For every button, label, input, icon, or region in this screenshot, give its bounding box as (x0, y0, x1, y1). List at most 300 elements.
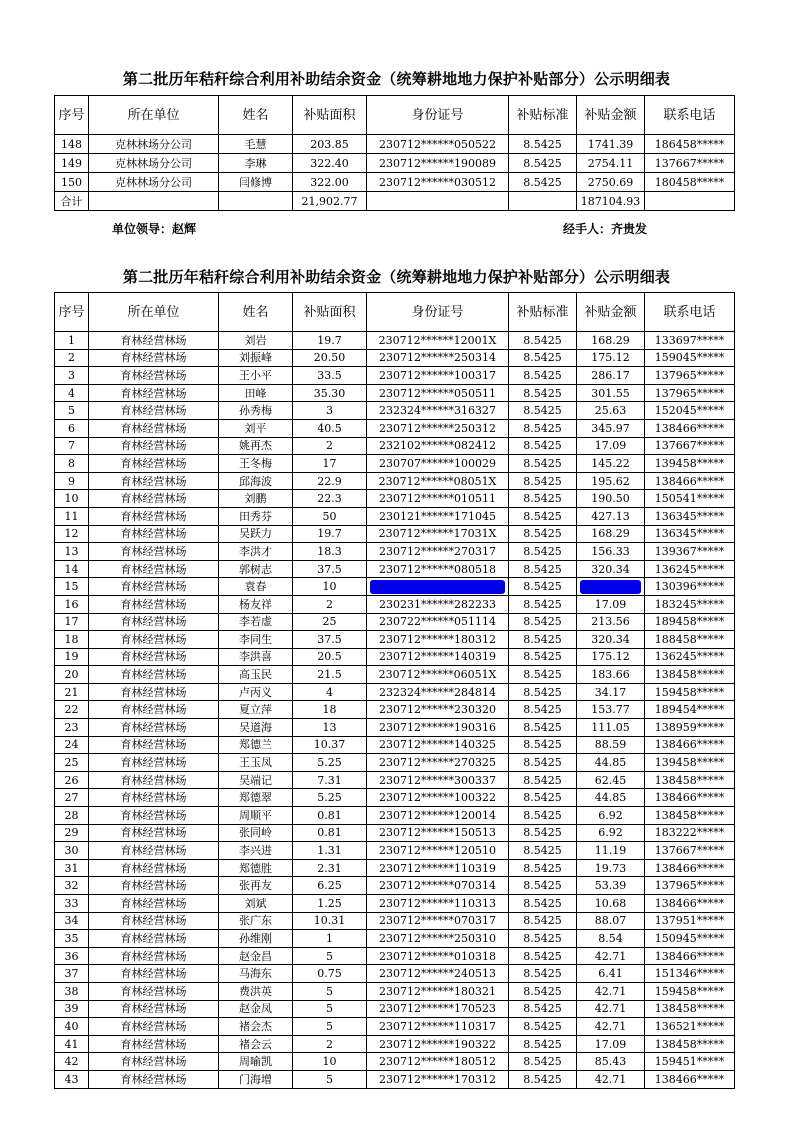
cell-id: 230712******120510 (367, 842, 509, 860)
cell-name: 王小平 (219, 367, 293, 385)
table-row (55, 402, 735, 420)
cell-id: 230712******080518 (367, 560, 509, 578)
cell-id: 230712******180512 (367, 1053, 509, 1071)
total-area: 21,902.77 (293, 192, 367, 211)
cell-unit: 育林经营林场 (89, 683, 219, 701)
cell-phone: 150945***** (645, 930, 735, 948)
cell-area: 5 (293, 1070, 367, 1088)
table-row (55, 349, 735, 367)
cell-name: 杨友祥 (219, 595, 293, 613)
cell-area: 7.31 (293, 771, 367, 789)
cell-id: 230712******100322 (367, 789, 509, 807)
cell-phone: 138466***** (645, 736, 735, 754)
cell-index: 36 (55, 947, 89, 965)
cell-name: 张广东 (219, 912, 293, 930)
cell-id: 230712******110319 (367, 859, 509, 877)
cell-standard: 8.5425 (509, 965, 577, 983)
cell-amount: 25.63 (577, 402, 645, 420)
cell-standard: 8.5425 (509, 490, 577, 508)
cell-id: 232102******082412 (367, 437, 509, 455)
cell-phone: 189454***** (645, 701, 735, 719)
cell-index: 3 (55, 367, 89, 385)
cell-phone: 136521***** (645, 1018, 735, 1036)
cell-index: 26 (55, 771, 89, 789)
cell-unit: 育林经营林场 (89, 771, 219, 789)
cell-standard: 8.5425 (509, 736, 577, 754)
cell-amount: 153.77 (577, 701, 645, 719)
cell-phone: 138466***** (645, 859, 735, 877)
cell-id: 230712******12001X (367, 332, 509, 350)
cell-name: 孙秀梅 (219, 402, 293, 420)
cell-index: 42 (55, 1053, 89, 1071)
cell-phone: 150541***** (645, 490, 735, 508)
cell-name: 赵金凤 (219, 1000, 293, 1018)
cell-standard: 8.5425 (509, 701, 577, 719)
table-header-row (55, 293, 735, 332)
cell-index: 38 (55, 982, 89, 1000)
header-amount: 补贴金额 (577, 96, 645, 135)
cell-unit: 育林经营林场 (89, 1053, 219, 1071)
cell-name: 刘斌 (219, 895, 293, 913)
cell-index: 15 (55, 578, 89, 596)
table-row (55, 367, 735, 385)
table-row (55, 173, 735, 192)
cell-name: 姚再杰 (219, 437, 293, 455)
cell-phone: 130396***** (645, 578, 735, 596)
total-label: 合计 (55, 192, 89, 211)
header-standard: 补贴标准 (509, 293, 577, 332)
cell-index: 43 (55, 1070, 89, 1088)
cell-standard: 8.5425 (509, 771, 577, 789)
cell-area: 10 (293, 1053, 367, 1071)
table-row (55, 490, 735, 508)
cell-phone: 180458***** (645, 173, 735, 192)
total-empty-cell (509, 192, 577, 211)
cell-standard: 8.5425 (509, 613, 577, 631)
cell-index: 4 (55, 384, 89, 402)
cell-amount: 168.29 (577, 332, 645, 350)
cell-name: 郑德胜 (219, 859, 293, 877)
cell-unit: 育林经营林场 (89, 384, 219, 402)
cell-index: 6 (55, 419, 89, 437)
cell-phone: 138466***** (645, 472, 735, 490)
cell-phone: 151346***** (645, 965, 735, 983)
cell-area: 5.25 (293, 754, 367, 772)
cell-id: 230712******250312 (367, 419, 509, 437)
cell-amount (577, 578, 645, 596)
cell-index: 5 (55, 402, 89, 420)
cell-unit: 克林林场分公司 (89, 154, 219, 173)
cell-amount: 19.73 (577, 859, 645, 877)
table-row (55, 525, 735, 543)
cell-phone: 137965***** (645, 367, 735, 385)
table-header-row (55, 96, 735, 135)
cell-name: 田峰 (219, 384, 293, 402)
cell-area: 2 (293, 1035, 367, 1053)
cell-phone: 139458***** (645, 754, 735, 772)
cell-phone: 138458***** (645, 807, 735, 825)
table-row (55, 719, 735, 737)
table-row (55, 771, 735, 789)
cell-phone: 137667***** (645, 437, 735, 455)
cell-index: 39 (55, 1000, 89, 1018)
cell-id: 232324******284814 (367, 683, 509, 701)
cell-amount: 17.09 (577, 437, 645, 455)
cell-index: 150 (55, 173, 89, 192)
cell-amount: 427.13 (577, 507, 645, 525)
cell-area: 5 (293, 947, 367, 965)
cell-area: 50 (293, 507, 367, 525)
cell-index: 14 (55, 560, 89, 578)
cell-area: 3 (293, 402, 367, 420)
cell-area: 2 (293, 437, 367, 455)
cell-area: 1 (293, 930, 367, 948)
cell-standard: 8.5425 (509, 1035, 577, 1053)
cell-area: 1.25 (293, 895, 367, 913)
cell-unit: 育林经营林场 (89, 543, 219, 561)
cell-standard: 8.5425 (509, 332, 577, 350)
cell-index: 148 (55, 135, 89, 154)
cell-name: 吴道海 (219, 719, 293, 737)
cell-unit: 育林经营林场 (89, 1035, 219, 1053)
cell-unit: 育林经营林场 (89, 525, 219, 543)
redaction-highlight (370, 580, 505, 594)
cell-index: 40 (55, 1018, 89, 1036)
table-row (55, 754, 735, 772)
cell-id: 230712******17031X (367, 525, 509, 543)
cell-area: 10.37 (293, 736, 367, 754)
cell-standard: 8.5425 (509, 895, 577, 913)
cell-standard: 8.5425 (509, 859, 577, 877)
cell-phone: 137667***** (645, 842, 735, 860)
cell-area: 40.5 (293, 419, 367, 437)
cell-index: 8 (55, 455, 89, 473)
cell-amount: 88.59 (577, 736, 645, 754)
cell-unit: 育林经营林场 (89, 666, 219, 684)
cell-name: 郑德兰 (219, 736, 293, 754)
table-row (55, 1035, 735, 1053)
cell-id: 230712******110313 (367, 895, 509, 913)
cell-phone: 139458***** (645, 455, 735, 473)
cell-amount: 17.09 (577, 1035, 645, 1053)
cell-index: 11 (55, 507, 89, 525)
cell-area: 37.5 (293, 560, 367, 578)
cell-phone: 183245***** (645, 595, 735, 613)
cell-unit: 育林经营林场 (89, 947, 219, 965)
cell-amount: 2750.69 (577, 173, 645, 192)
cell-standard: 8.5425 (509, 877, 577, 895)
total-empty-cell (219, 192, 293, 211)
cell-amount: 44.85 (577, 789, 645, 807)
table-row (55, 701, 735, 719)
header-index: 序号 (55, 293, 89, 332)
cell-area: 17 (293, 455, 367, 473)
cell-id: 230712******140325 (367, 736, 509, 754)
cell-phone: 136245***** (645, 560, 735, 578)
table-row (55, 631, 735, 649)
cell-phone: 136245***** (645, 648, 735, 666)
cell-name: 周喻凯 (219, 1053, 293, 1071)
cell-phone: 159451***** (645, 1053, 735, 1071)
cell-area: 2.31 (293, 859, 367, 877)
cell-amount: 85.43 (577, 1053, 645, 1071)
cell-index: 33 (55, 895, 89, 913)
cell-amount: 156.33 (577, 543, 645, 561)
cell-area: 18.3 (293, 543, 367, 561)
cell-unit: 育林经营林场 (89, 578, 219, 596)
table-row (55, 135, 735, 154)
cell-phone: 138458***** (645, 771, 735, 789)
cell-index: 2 (55, 349, 89, 367)
cell-index: 25 (55, 754, 89, 772)
cell-id: 230712******250314 (367, 349, 509, 367)
total-empty-cell (367, 192, 509, 211)
cell-amount: 145.22 (577, 455, 645, 473)
header-area: 补贴面积 (293, 96, 367, 135)
cell-standard: 8.5425 (509, 807, 577, 825)
cell-id: 230712******110317 (367, 1018, 509, 1036)
cell-id: 230712******270317 (367, 543, 509, 561)
cell-id: 230712******140319 (367, 648, 509, 666)
cell-phone: 183222***** (645, 824, 735, 842)
cell-phone: 137951***** (645, 912, 735, 930)
cell-amount: 2754.11 (577, 154, 645, 173)
cell-name: 褚会杰 (219, 1018, 293, 1036)
cell-amount: 8.54 (577, 930, 645, 948)
table-row (55, 472, 735, 490)
cell-phone: 186458***** (645, 135, 735, 154)
cell-area: 4 (293, 683, 367, 701)
cell-area: 1.31 (293, 842, 367, 860)
cell-unit: 育林经营林场 (89, 754, 219, 772)
cell-unit: 育林经营林场 (89, 648, 219, 666)
cell-unit: 育林经营林场 (89, 437, 219, 455)
cell-unit: 育林经营林场 (89, 701, 219, 719)
cell-index: 16 (55, 595, 89, 613)
cell-unit: 育林经营林场 (89, 965, 219, 983)
cell-index: 149 (55, 154, 89, 173)
cell-unit: 育林经营林场 (89, 631, 219, 649)
cell-area: 5 (293, 1000, 367, 1018)
table-row (55, 419, 735, 437)
header-phone: 联系电话 (645, 96, 735, 135)
cell-standard: 8.5425 (509, 789, 577, 807)
header-unit: 所在单位 (89, 293, 219, 332)
cell-unit: 育林经营林场 (89, 789, 219, 807)
cell-index: 30 (55, 842, 89, 860)
cell-area: 2 (293, 595, 367, 613)
cell-phone: 159045***** (645, 349, 735, 367)
cell-index: 37 (55, 965, 89, 983)
cell-amount: 175.12 (577, 349, 645, 367)
cell-unit: 育林经营林场 (89, 736, 219, 754)
cell-name: 吴端记 (219, 771, 293, 789)
cell-standard: 8.5425 (509, 560, 577, 578)
cell-id: 230712******010511 (367, 490, 509, 508)
table-row (55, 824, 735, 842)
cell-index: 34 (55, 912, 89, 930)
cell-unit: 育林经营林场 (89, 982, 219, 1000)
table-row (55, 154, 735, 173)
cell-id: 230712******070314 (367, 877, 509, 895)
cell-amount: 42.71 (577, 982, 645, 1000)
cell-index: 22 (55, 701, 89, 719)
cell-unit: 克林林场分公司 (89, 135, 219, 154)
cell-unit: 育林经营林场 (89, 507, 219, 525)
cell-phone: 138458***** (645, 666, 735, 684)
cell-amount: 44.85 (577, 754, 645, 772)
cell-name: 李兴进 (219, 842, 293, 860)
cell-name: 李洪才 (219, 543, 293, 561)
cell-area: 5.25 (293, 789, 367, 807)
cell-phone: 137965***** (645, 384, 735, 402)
cell-phone: 138466***** (645, 419, 735, 437)
cell-amount: 320.34 (577, 631, 645, 649)
cell-index: 13 (55, 543, 89, 561)
cell-name: 周顺平 (219, 807, 293, 825)
cell-index: 20 (55, 666, 89, 684)
table-row (55, 437, 735, 455)
table-row (55, 965, 735, 983)
cell-amount: 195.62 (577, 472, 645, 490)
table-row (55, 947, 735, 965)
total-empty-cell (645, 192, 735, 211)
cell-standard: 8.5425 (509, 930, 577, 948)
cell-standard: 8.5425 (509, 578, 577, 596)
cell-id: 230712******010318 (367, 947, 509, 965)
cell-amount: 6.92 (577, 824, 645, 842)
cell-standard: 8.5425 (509, 631, 577, 649)
cell-id: 230712******270325 (367, 754, 509, 772)
table-row (55, 613, 735, 631)
table-row (55, 982, 735, 1000)
header-amount: 补贴金额 (577, 293, 645, 332)
cell-area: 18 (293, 701, 367, 719)
cell-name: 门海增 (219, 1070, 293, 1088)
cell-id: 230712******150513 (367, 824, 509, 842)
cell-amount: 213.56 (577, 613, 645, 631)
cell-unit: 育林经营林场 (89, 613, 219, 631)
cell-unit: 育林经营林场 (89, 912, 219, 930)
cell-id: 230121******171045 (367, 507, 509, 525)
table-row (55, 789, 735, 807)
cell-name: 夏立萍 (219, 701, 293, 719)
cell-amount: 286.17 (577, 367, 645, 385)
cell-standard: 8.5425 (509, 595, 577, 613)
table-row (55, 807, 735, 825)
redaction-highlight (580, 580, 641, 594)
cell-name: 赵金昌 (219, 947, 293, 965)
cell-area: 21.5 (293, 666, 367, 684)
cell-index: 28 (55, 807, 89, 825)
cell-area: 322.40 (293, 154, 367, 173)
cell-id: 230712******300337 (367, 771, 509, 789)
cell-unit: 育林经营林场 (89, 419, 219, 437)
cell-index: 41 (55, 1035, 89, 1053)
cell-amount: 175.12 (577, 648, 645, 666)
cell-id: 230712******06051X (367, 666, 509, 684)
cell-name: 刘振峰 (219, 349, 293, 367)
cell-phone: 138458***** (645, 1000, 735, 1018)
cell-index: 31 (55, 859, 89, 877)
cell-unit: 育林经营林场 (89, 402, 219, 420)
table-row (55, 455, 735, 473)
cell-phone: 188458***** (645, 631, 735, 649)
cell-name: 刘岩 (219, 332, 293, 350)
subsidy-table-1 (54, 95, 735, 211)
cell-amount: 301.55 (577, 384, 645, 402)
cell-name: 袁春 (219, 578, 293, 596)
cell-id: 230712******230320 (367, 701, 509, 719)
cell-phone: 133697***** (645, 332, 735, 350)
cell-id: 230231******282233 (367, 595, 509, 613)
cell-unit: 育林经营林场 (89, 349, 219, 367)
table-row (55, 842, 735, 860)
cell-phone: 138466***** (645, 789, 735, 807)
cell-index: 27 (55, 789, 89, 807)
cell-unit: 育林经营林场 (89, 842, 219, 860)
cell-amount: 53.39 (577, 877, 645, 895)
cell-index: 7 (55, 437, 89, 455)
cell-name: 李琳 (219, 154, 293, 173)
cell-area: 0.75 (293, 965, 367, 983)
page-title-2: 第二批历年秸秆综合利用补助结余资金（统筹耕地地力保护补贴部分）公示明细表 (122, 268, 671, 286)
cell-name: 刘鹏 (219, 490, 293, 508)
cell-standard: 8.5425 (509, 648, 577, 666)
cell-unit: 育林经营林场 (89, 930, 219, 948)
cell-index: 35 (55, 930, 89, 948)
cell-phone: 189458***** (645, 613, 735, 631)
cell-id: 230712******170523 (367, 1000, 509, 1018)
cell-index: 32 (55, 877, 89, 895)
cell-name: 卢丙义 (219, 683, 293, 701)
unit-leader-signature: 单位领导：赵辉 (112, 222, 197, 236)
cell-name: 孙维刚 (219, 930, 293, 948)
cell-id: 230712******190322 (367, 1035, 509, 1053)
cell-standard: 8.5425 (509, 683, 577, 701)
cell-standard: 8.5425 (509, 666, 577, 684)
cell-area: 19.7 (293, 332, 367, 350)
cell-amount: 6.92 (577, 807, 645, 825)
cell-area: 10.31 (293, 912, 367, 930)
cell-unit: 育林经营林场 (89, 367, 219, 385)
table-row (55, 560, 735, 578)
cell-standard: 8.5425 (509, 384, 577, 402)
cell-standard: 8.5425 (509, 507, 577, 525)
cell-standard: 8.5425 (509, 947, 577, 965)
cell-id (367, 578, 509, 596)
table-row (55, 543, 735, 561)
table-row (55, 859, 735, 877)
cell-standard: 8.5425 (509, 1000, 577, 1018)
cell-index: 12 (55, 525, 89, 543)
cell-id: 230712******190089 (367, 154, 509, 173)
cell-phone: 138466***** (645, 947, 735, 965)
cell-amount: 6.41 (577, 965, 645, 983)
cell-amount: 111.05 (577, 719, 645, 737)
cell-name: 李洪喜 (219, 648, 293, 666)
cell-standard: 8.5425 (509, 1018, 577, 1036)
cell-name: 邱海波 (219, 472, 293, 490)
cell-standard: 8.5425 (509, 543, 577, 561)
cell-name: 王玉凤 (219, 754, 293, 772)
cell-amount: 190.50 (577, 490, 645, 508)
cell-id: 230712******070317 (367, 912, 509, 930)
handler-signature: 经手人：齐贵发 (563, 222, 648, 236)
cell-area: 0.81 (293, 824, 367, 842)
subsidy-table-2 (54, 292, 735, 1089)
cell-standard: 8.5425 (509, 419, 577, 437)
